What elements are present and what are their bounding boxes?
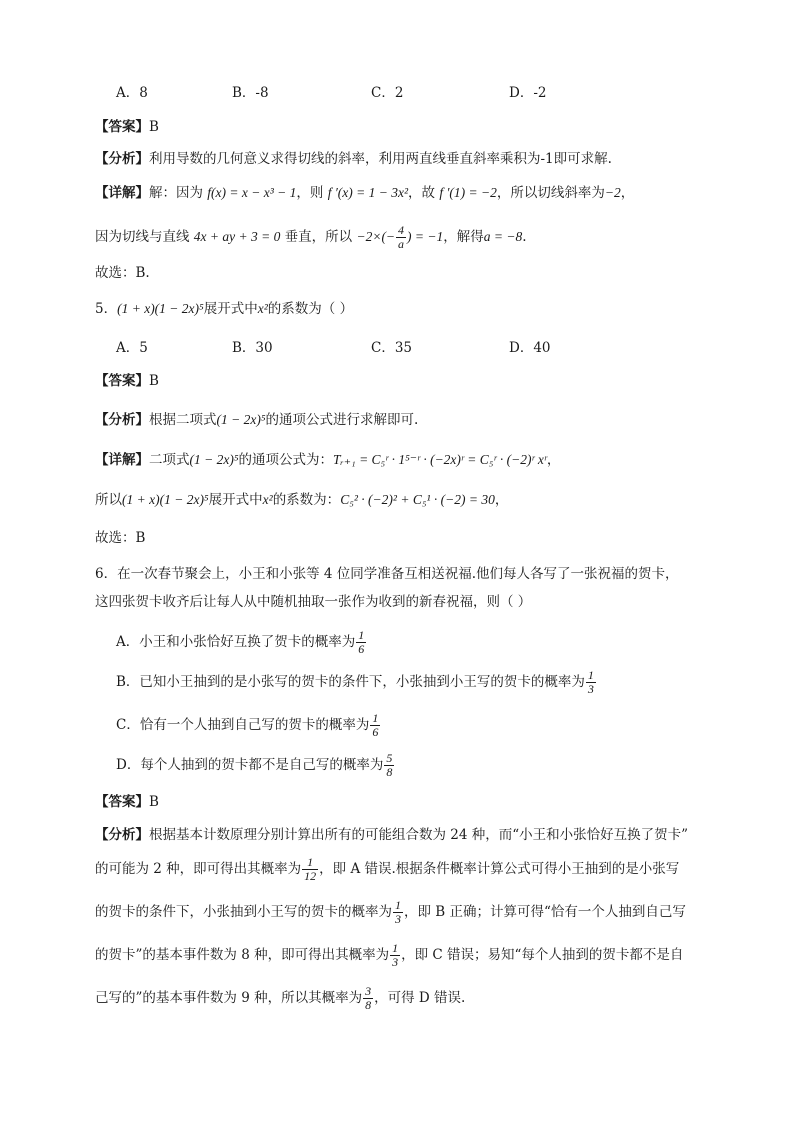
detail-tag: 【详解】 <box>95 185 149 201</box>
option-text: A．小王和小张恰好互换了贺卡的概率为 <box>116 634 356 650</box>
answer-tag: 【答案】 <box>95 373 149 389</box>
fraction-denominator: 8 <box>386 765 393 779</box>
answer-value: B <box>149 373 159 389</box>
formula: ) = −1 <box>407 229 444 244</box>
q6-analysis-line-1 <box>95 825 688 845</box>
analysis-text: 的贺卡的条件下，小张抽到小王写的贺卡的概率为 <box>95 904 392 920</box>
q6-analysis-line-5 <box>95 983 465 1013</box>
q4-options <box>116 83 716 103</box>
q5-conclusion: 故选：B <box>95 530 146 546</box>
answer-value: B <box>149 119 159 135</box>
analysis-tag: 【分析】 <box>95 827 149 843</box>
fraction <box>302 856 318 883</box>
detail-text: 的系数为： <box>272 492 341 508</box>
fraction-numerator: 1 <box>372 711 379 725</box>
detail-text: ， <box>494 492 509 508</box>
q4-conclusion: 故选：B. <box>95 265 150 281</box>
answer-value: B <box>149 794 159 810</box>
fraction <box>363 985 373 1012</box>
fraction-denominator: 6 <box>358 642 365 656</box>
q4-answer <box>95 117 159 137</box>
analysis-text: 根据二项式 <box>149 412 217 428</box>
fraction <box>370 712 380 739</box>
detail-text: ，所以切线斜率为 <box>496 185 605 201</box>
formula: a = −8 <box>483 229 523 244</box>
fraction <box>390 942 400 969</box>
analysis-text: ，即 C 错误；易知“每个人抽到的贺卡都不是自 <box>401 947 684 963</box>
q5-option-d: D．40 <box>509 340 551 356</box>
formula: (1 + x)(1 − 2x)⁵ <box>122 492 209 507</box>
analysis-tag: 【分析】 <box>95 151 149 167</box>
detail-text: 二项式 <box>149 452 190 468</box>
q5-option-a: A．5 <box>116 340 148 356</box>
fraction-denominator: 3 <box>392 955 399 969</box>
answer-tag: 【答案】 <box>95 794 149 810</box>
formula: −2 <box>604 185 621 200</box>
q6-analysis-line-2 <box>95 854 679 884</box>
detail-text: ， <box>546 452 561 468</box>
q5-option-b: B．30 <box>232 340 273 356</box>
formula: −2×(− <box>356 229 396 244</box>
q5-detail-line-1 <box>95 450 560 470</box>
formula: (1 − 2x)⁵ <box>189 452 239 467</box>
q5-analysis <box>95 410 418 430</box>
q6-analysis-line-3 <box>95 897 686 927</box>
q5-detail-line-2 <box>95 490 508 510</box>
formula: f(x) = x − x³ − 1 <box>207 185 297 200</box>
q4-detail-line-2 <box>95 224 527 251</box>
fraction-numerator: 1 <box>395 898 401 912</box>
formula: f ′(1) = −2 <box>439 185 497 200</box>
formula: x² <box>262 492 273 507</box>
fraction <box>356 629 366 656</box>
formula: (1 − 2x)⁵ <box>216 412 266 427</box>
analysis-text: ，即 B 正确；计算可得“恰有一个人抽到自己写 <box>404 904 686 920</box>
detail-text: 的通项公式为： <box>238 452 334 468</box>
fraction <box>586 669 596 696</box>
formula: Tᵣ₊₁ = C₅ʳ · 1⁵⁻ʳ · (−2x)ʳ = C₅ʳ · (−2)ʳ xʳ <box>333 452 547 467</box>
fraction <box>384 752 394 779</box>
analysis-text: 的贺卡”的基本事件数为 8 种，即可得出其概率为 <box>95 947 390 963</box>
q6-option-b <box>116 667 597 697</box>
detail-text: 展开式中 <box>208 492 263 508</box>
q4-detail-line-1 <box>95 183 634 203</box>
fraction-numerator: 5 <box>386 751 393 765</box>
q4-analysis <box>95 149 612 169</box>
q4-option-b: B．-8 <box>232 85 269 101</box>
q6-option-d <box>116 750 395 780</box>
q4-option-d: D．-2 <box>509 85 547 101</box>
stem-text: 的系数为（ ） <box>267 301 354 317</box>
q5-option-c: C．35 <box>371 340 413 356</box>
detail-text: . <box>522 229 527 245</box>
fraction <box>396 224 406 251</box>
analysis-text: ，可得 D 错误. <box>374 990 466 1006</box>
formula: f ′(x) = 1 − 3x² <box>327 185 409 200</box>
analysis-text: 己写的”的基本事件数为 9 种，所以其概率为 <box>95 990 363 1006</box>
option-text: B．已知小王抽到的是小张写的贺卡的条件下，小张抽到小王写的贺卡的概率为 <box>116 674 585 690</box>
fraction-numerator: 1 <box>587 668 594 682</box>
fraction-denominator: 6 <box>372 725 379 739</box>
option-text: C．恰有一个人抽到自己写的贺卡的概率为 <box>116 717 370 733</box>
q4-option-a: A．8 <box>116 85 148 101</box>
q5-stem <box>95 299 353 319</box>
formula: x² <box>257 301 268 316</box>
q5-options <box>116 338 716 358</box>
fraction-numerator: 3 <box>365 984 372 998</box>
fraction-numerator: 4 <box>398 223 405 237</box>
detail-text: 解：因为 <box>149 185 203 201</box>
analysis-text: 利用导数的几何意义求得切线的斜率，利用两直线垂直斜率乘积为-1即可求解. <box>149 151 612 167</box>
q6-option-a <box>116 627 367 657</box>
detail-text: 垂直，所以 <box>284 229 353 245</box>
fraction <box>393 899 403 926</box>
q4-option-c: C．2 <box>371 85 404 101</box>
analysis-text: 的通项公式进行求解即可. <box>265 412 419 428</box>
q5-answer <box>95 371 159 391</box>
option-text: D．每个人抽到的贺卡都不是自己写的概率为 <box>116 757 384 773</box>
stem-text: 展开式中 <box>203 301 258 317</box>
q6-option-c <box>116 710 381 740</box>
fraction-numerator: 1 <box>358 628 365 642</box>
analysis-text: ，即 A 错误.根据条件概率计算公式可得小王抽到的是小张写 <box>319 861 680 877</box>
detail-tag: 【详解】 <box>95 452 149 468</box>
q6-answer <box>95 792 159 812</box>
question-number: 5． <box>95 301 118 317</box>
detail-text: ， <box>620 185 635 201</box>
detail-text: 因为切线与直线 <box>95 229 190 245</box>
detail-text: ，则 <box>296 185 324 201</box>
formula: 4x + ay + 3 = 0 <box>193 229 281 244</box>
fraction-denominator: 3 <box>395 912 401 926</box>
formula: (1 + x)(1 − 2x)⁵ <box>117 301 204 316</box>
q6-stem-line-2: 这四张贺卡收齐后让每人从中随机抽取一张作为收到的新春祝福，则（ ） <box>95 594 532 610</box>
fraction-denominator: a <box>398 237 405 251</box>
formula: C₅² · (−2)² + C₅¹ · (−2) = 30 <box>340 492 495 507</box>
analysis-text: 的可能为 2 种，即可得出其概率为 <box>95 861 302 877</box>
q6-stem-line-1: 6．在一次春节聚会上，小王和小张等 4 位同学准备互相送祝福.他们每人各写了一张祝福的贺卡， <box>95 566 679 582</box>
detail-text: ，解得 <box>443 229 484 245</box>
detail-text: 所以 <box>95 492 122 508</box>
analysis-text: 根据基本计数原理分别计算出所有的可能组合数为 24 种，而“小王和小张恰好互换了贺卡” <box>149 827 689 843</box>
fraction-denominator: 8 <box>365 998 372 1012</box>
answer-tag: 【答案】 <box>95 119 149 135</box>
fraction-numerator: 1 <box>392 941 399 955</box>
detail-text: ，故 <box>408 185 436 201</box>
fraction-denominator: 3 <box>587 682 594 696</box>
fraction-numerator: 1 <box>302 856 318 870</box>
fraction-denominator: 12 <box>304 869 317 883</box>
q6-analysis-line-4 <box>95 940 683 970</box>
analysis-tag: 【分析】 <box>95 412 149 428</box>
